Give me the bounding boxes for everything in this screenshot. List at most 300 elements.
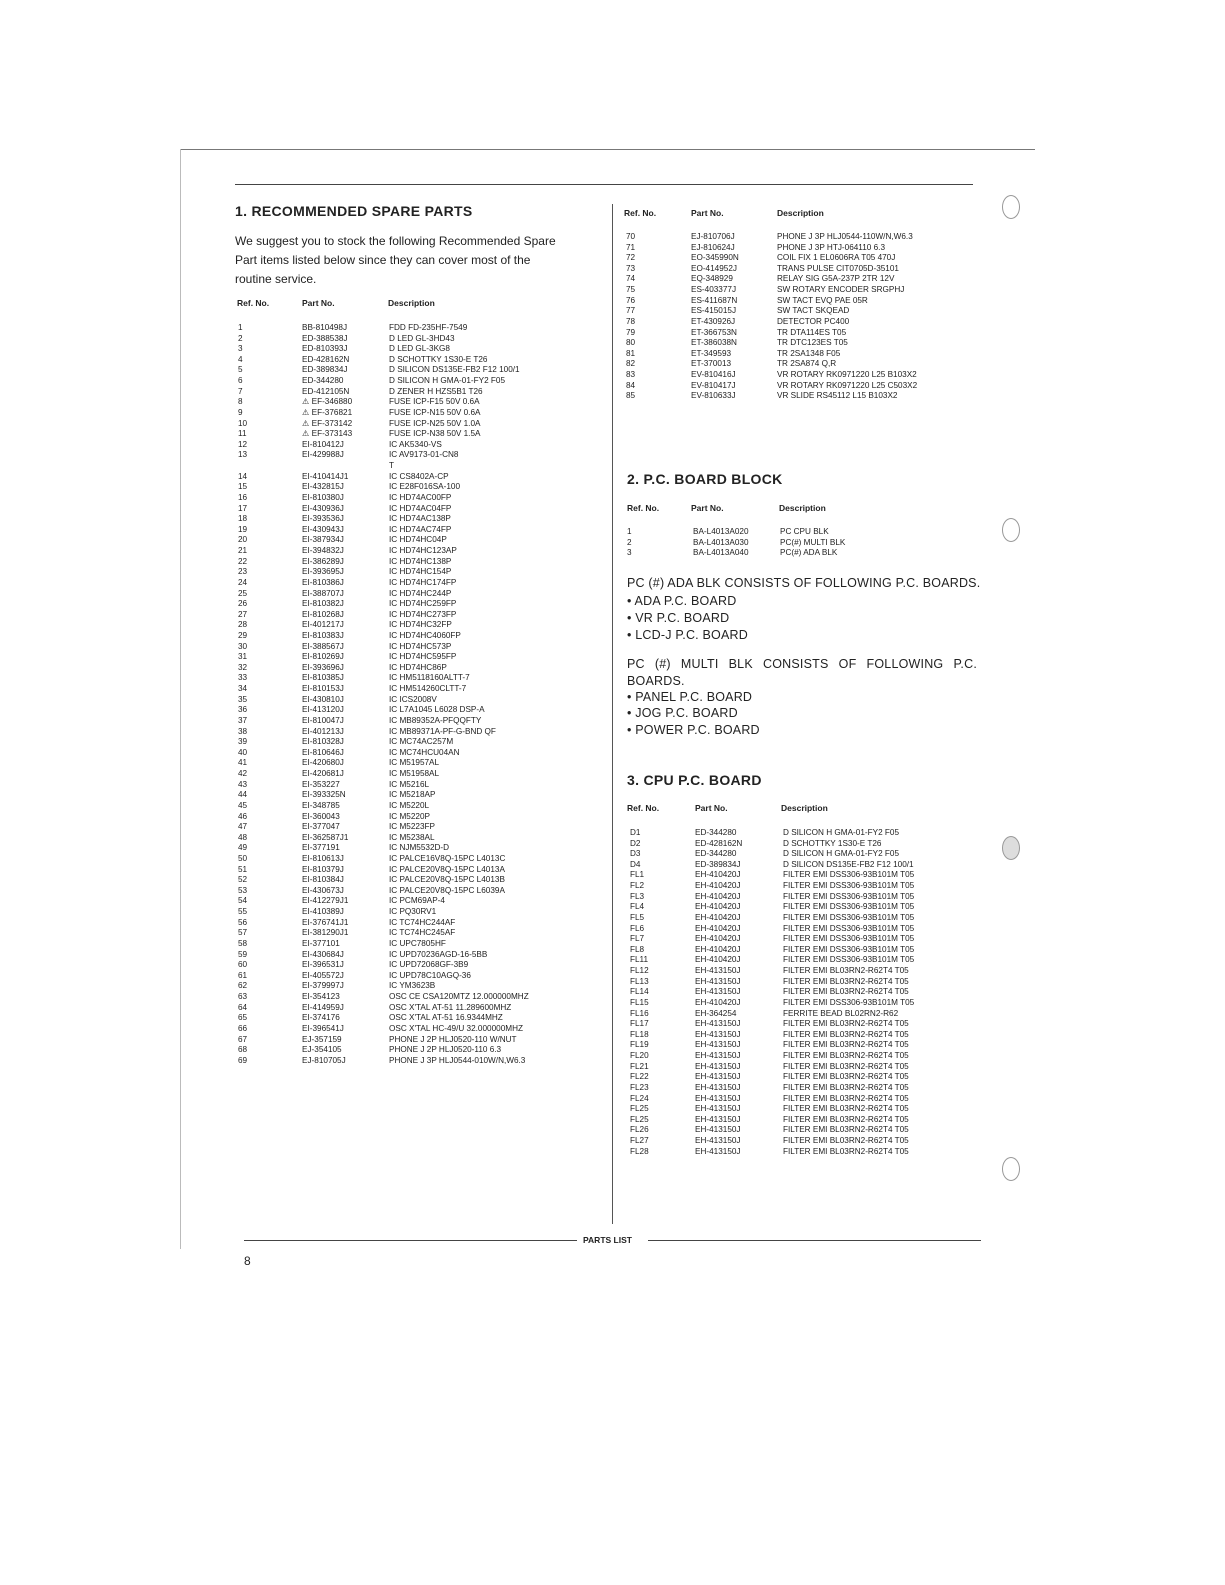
cell-desc: TR 2SA1348 F05 <box>777 348 841 358</box>
cell-desc: FILTER EMI DSS306-93B101M T05 <box>783 934 915 944</box>
cell-ref: 22 <box>238 556 248 566</box>
cell-desc: IC PCM69AP-4 <box>389 896 445 906</box>
cell-ref: 32 <box>238 662 248 672</box>
cell-ref: 61 <box>238 970 248 980</box>
cell-ref: FL23 <box>630 1082 649 1092</box>
cell-ref: FL25 <box>630 1114 649 1124</box>
cell-part: EI-393325N <box>302 790 346 800</box>
cell-part: EI-401213J <box>302 726 344 736</box>
cell-ref: 64 <box>238 1002 248 1012</box>
cell-ref: 20 <box>238 535 248 545</box>
cell-desc: D SILICON DS135E-FB2 F12 100/1 <box>389 365 520 375</box>
cell-part: EJ-810624J <box>691 242 735 252</box>
cell-part: EI-410414J1 <box>302 471 349 481</box>
cell-part: EI-393536J <box>302 514 344 524</box>
cell-part: EH-413150J <box>695 1051 741 1061</box>
header-rule <box>235 184 973 185</box>
cell-desc: IC HD74AC04FP <box>389 503 452 513</box>
cell-part: EH-410420J <box>695 870 741 880</box>
cell-part: EI-810153J <box>302 684 344 694</box>
cell-desc: FILTER EMI BL03RN2-R62T4 T05 <box>783 987 909 997</box>
cell-desc: FILTER EMI BL03RN2-R62T4 T05 <box>783 976 909 986</box>
cell-ref: 65 <box>238 1013 248 1023</box>
section-title-cpu-board: 3. CPU P.C. BOARD <box>627 772 762 788</box>
cell-part: ⚠ EF-373142 <box>302 418 353 428</box>
cell-ref: 53 <box>238 885 248 895</box>
cell-desc: FILTER EMI BL03RN2-R62T4 T05 <box>783 1114 909 1124</box>
cell-part: EI-396531J <box>302 960 344 970</box>
cell-ref: 3 <box>627 548 632 558</box>
cell-part: EH-413150J <box>695 1019 741 1029</box>
cell-part: EI-430684J <box>302 949 344 959</box>
cell-part: EI-377047 <box>302 822 340 832</box>
cell-ref: FL7 <box>630 934 645 944</box>
cell-desc: RELAY SIG G5A-237P 2TR 12V <box>777 274 895 284</box>
cell-desc: IC MC74HCU04AN <box>389 747 460 757</box>
cell-ref: FL2 <box>630 881 645 891</box>
cell-ref: 79 <box>626 327 636 337</box>
cell-desc: D SCHOTTKY 1S30-E T26 <box>783 838 882 848</box>
cell-ref: D3 <box>630 849 641 859</box>
cell-desc: FILTER EMI DSS306-93B101M T05 <box>783 997 915 1007</box>
cell-desc: D LED GL-3HD43 <box>389 333 455 343</box>
cell-desc: IC HD74HC123AP <box>389 546 457 556</box>
cell-desc: TRANS PULSE CIT0705D-35101 <box>777 263 899 273</box>
cell-desc: D LED GL-3KG8 <box>389 344 450 354</box>
cell-ref: FL18 <box>630 1029 649 1039</box>
cell-desc: FILTER EMI BL03RN2-R62T4 T05 <box>783 966 909 976</box>
cell-part: EI-381290J1 <box>302 928 349 938</box>
cell-part: EH-413150J <box>695 1082 741 1092</box>
top-scan-edge <box>180 149 1035 150</box>
cell-part: EH-410420J <box>695 934 741 944</box>
cell-desc: FUSE ICP-N25 50V 1.0A <box>389 418 481 428</box>
cell-part: EI-387934J <box>302 535 344 545</box>
cell-ref: 21 <box>238 546 248 556</box>
cell-desc: PHONE J 3P HTJ-064110 6.3 <box>777 242 886 252</box>
section-title-pcb-block: 2. P.C. BOARD BLOCK <box>627 471 783 487</box>
cell-ref: FL13 <box>630 976 649 986</box>
cell-desc: IC M51957AL <box>389 758 440 768</box>
cell-desc: IC MB89352A-PFQQFTY <box>389 715 482 725</box>
punch-hole <box>1002 518 1020 542</box>
cell-ref: FL19 <box>630 1040 649 1050</box>
cell-part: EI-810269J <box>302 652 344 662</box>
cell-desc: FILTER EMI BL03RN2-R62T4 T05 <box>783 1146 909 1156</box>
cell-part: BA-L4013A030 <box>693 537 749 547</box>
cell-desc: IC HD74HC595FP <box>389 652 457 662</box>
cell-ref: FL21 <box>630 1061 649 1071</box>
cell-ref: 52 <box>238 875 248 885</box>
cell-desc: IC L7A1045 L6028 DSP-A <box>389 705 485 715</box>
cell-ref: 34 <box>238 684 248 694</box>
cell-desc: FILTER EMI DSS306-93B101M T05 <box>783 870 915 880</box>
cell-desc: IC HD74HC573P <box>389 641 452 651</box>
cell-ref: 69 <box>238 1055 248 1065</box>
cell-part: EJ-810705J <box>302 1055 346 1065</box>
cell-desc: IC PALCE16V8Q-15PC L4013C <box>389 854 506 863</box>
cell-desc: SW TACT SKQEAD <box>777 306 850 316</box>
cell-desc: PHONE J 2P HLJ0520-110 6.3 <box>389 1045 502 1055</box>
cell-ref: 26 <box>238 599 248 609</box>
cell-part: EH-410420J <box>695 997 741 1007</box>
cell-part: EI-393696J <box>302 662 344 672</box>
cell-ref: FL8 <box>630 944 645 954</box>
cell-part: ED-389834J <box>302 365 348 375</box>
cell-desc: IC TC74HC245AF <box>389 928 456 938</box>
cell-part: EH-413150J <box>695 1093 741 1103</box>
intro-line: We suggest you to stock the following Recommended Spare <box>235 234 556 248</box>
cell-desc: IC HD74HC273FP <box>389 609 457 619</box>
cell-part: EJ-810706J <box>691 232 735 241</box>
cell-ref: 4 <box>238 354 243 364</box>
ada-item: • LCD-J P.C. BOARD <box>627 628 748 642</box>
cell-desc: FILTER EMI BL03RN2-R62T4 T05 <box>783 1135 909 1145</box>
cell-ref: 57 <box>238 928 248 938</box>
cell-desc: FILTER EMI BL03RN2-R62T4 T05 <box>783 1072 909 1082</box>
cell-desc: IC MC74AC257M <box>389 737 454 747</box>
cell-part: ES-403377J <box>691 285 737 295</box>
pcb-header-ref: Ref. No. <box>627 503 660 513</box>
cell-ref: 35 <box>238 694 248 704</box>
cell-ref: 28 <box>238 620 248 630</box>
cpu-header-desc: Description <box>781 803 828 813</box>
cell-ref: 54 <box>238 896 248 906</box>
cell-ref: 10 <box>238 418 248 428</box>
cell-part: EI-374176 <box>302 1013 340 1023</box>
cell-ref: 62 <box>238 981 248 991</box>
cell-desc: FUSE ICP-N38 50V 1.5A <box>389 429 481 439</box>
cell-desc: IC HM5118160ALTT-7 <box>389 673 470 683</box>
cell-part: ED-344280 <box>695 828 737 837</box>
cpu-header-ref: Ref. No. <box>627 803 660 813</box>
cell-ref: 37 <box>238 715 248 725</box>
cell-part: EH-413150J <box>695 987 741 997</box>
cell-desc: IC HD74HC138P <box>389 556 452 566</box>
cell-desc: COIL FIX 1 EL0606RA T05 470J <box>777 253 896 263</box>
cell-desc: VR ROTARY RK0971220 L25 B103X2 <box>777 370 917 380</box>
cell-part: EI-430673J <box>302 885 344 895</box>
cell-part: EJ-354105 <box>302 1045 342 1055</box>
cell-ref: 71 <box>626 242 636 252</box>
cell-desc: IC UPC7805HF <box>389 938 446 948</box>
cell-ref: 60 <box>238 960 248 970</box>
cell-desc: IC PQ30RV1 <box>389 907 437 917</box>
cell-part: EH-364254 <box>695 1008 737 1018</box>
col-header-ref-right: Ref. No. <box>624 208 657 218</box>
cell-ref: 63 <box>238 992 248 1002</box>
cell-part: EI-362587J1 <box>302 832 349 842</box>
cell-part: EI-388707J <box>302 588 344 598</box>
cell-desc: IC HD74AC00FP <box>389 492 452 502</box>
cell-desc: D SILICON DS135E-FB2 F12 100/1 <box>783 859 914 869</box>
cell-desc: IC HD74AC138P <box>389 514 451 524</box>
cell-desc: FILTER EMI DSS306-93B101M T05 <box>783 902 915 912</box>
intro-line: routine service. <box>235 272 317 286</box>
multi-note-line2: BOARDS. <box>627 674 685 688</box>
cell-part: EH-413150J <box>695 1104 741 1114</box>
cell-ref: 12 <box>238 439 248 449</box>
cell-desc: FILTER EMI BL03RN2-R62T4 T05 <box>783 1125 909 1135</box>
cell-desc: IC HD74HC04P <box>389 535 447 545</box>
cell-ref: 3 <box>238 344 243 354</box>
cell-part: EI-430936J <box>302 503 344 513</box>
cell-part: ED-388538J <box>302 333 348 343</box>
cell-desc: IC ICS2008V <box>389 694 437 704</box>
cell-desc: D SILICON H GMA-01-FY2 F05 <box>783 828 900 837</box>
section-title-spare-parts: 1. RECOMMENDED SPARE PARTS <box>235 203 473 219</box>
cell-part: EI-430943J <box>302 524 344 534</box>
cell-ref: 58 <box>238 938 248 948</box>
cell-ref: 25 <box>238 588 248 598</box>
cell-desc: IC M5223FP <box>389 822 435 832</box>
cell-part: ET-370013 <box>691 359 732 369</box>
cell-ref: 56 <box>238 917 248 927</box>
cell-part: EI-810386J <box>302 577 344 587</box>
cell-part: EH-410420J <box>695 923 741 933</box>
cell-desc: PHONE J 3P HLJ0544-010W/N,W6.3 <box>389 1055 526 1065</box>
cell-part: BA-L4013A040 <box>693 548 749 558</box>
cell-part: ED-344280 <box>302 376 344 386</box>
cell-part: EH-413150J <box>695 1072 741 1082</box>
cell-ref: FL17 <box>630 1019 649 1029</box>
cell-desc: IC NJM5532D-D <box>389 843 450 853</box>
cell-ref: 70 <box>626 232 636 241</box>
cell-desc: OSC X'TAL AT-51 11.289600MHZ <box>389 1002 512 1012</box>
cell-desc: IC AV9173-01-CN8 <box>389 450 459 460</box>
cell-desc: SW TACT EVQ PAE 05R <box>777 295 868 305</box>
multi-item: • POWER P.C. BOARD <box>627 723 760 737</box>
cell-part: EI-810412J <box>302 439 344 449</box>
cell-part: ET-366753N <box>691 327 737 337</box>
cell-part: EI-412279J1 <box>302 896 349 906</box>
cell-desc: IC CS8402A-CP <box>389 471 449 481</box>
cell-desc: PC(#) MULTI BLK <box>780 537 846 547</box>
footer-rule-right <box>648 1240 981 1241</box>
cell-desc: IC M5220P <box>389 811 430 821</box>
pcb-header-desc: Description <box>779 503 826 513</box>
cell-desc: FERRITE BEAD BL02RN2-R62 <box>783 1008 899 1018</box>
cell-desc: IC UPD70236AGD-16-5BB <box>389 949 488 959</box>
cell-desc: IC HD74AC74FP <box>389 524 452 534</box>
cell-part: EI-429988J <box>302 450 344 460</box>
cell-ref: FL28 <box>630 1146 649 1156</box>
cell-desc: IC YM3623B <box>389 981 436 991</box>
cell-part: ED-344280 <box>695 849 737 859</box>
cell-ref: 9 <box>238 407 243 417</box>
cell-part: EI-810380J <box>302 492 344 502</box>
intro-paragraph <box>235 232 584 289</box>
cell-desc: D SILICON H GMA-01-FY2 F05 <box>783 849 900 859</box>
cell-part: EI-376741J1 <box>302 917 349 927</box>
cell-part: ⚠ EF-346880 <box>302 397 353 407</box>
cell-part: EH-413150J <box>695 1040 741 1050</box>
cell-desc: FILTER EMI DSS306-93B101M T05 <box>783 881 915 891</box>
cell-part: EV-810416J <box>691 370 736 380</box>
cell-part: EI-810385J <box>302 673 344 683</box>
cell-ref: 82 <box>626 359 636 369</box>
cell-ref: 38 <box>238 726 248 736</box>
cell-desc: D ZENER H HZS5B1 T26 <box>389 386 483 396</box>
cell-ref: FL26 <box>630 1125 649 1135</box>
cell-ref: 84 <box>626 380 636 390</box>
cell-part: EH-410420J <box>695 891 741 901</box>
cell-desc: TR 2SA874 Q,R <box>777 359 837 369</box>
cell-ref: 18 <box>238 514 248 524</box>
cell-desc: FILTER EMI BL03RN2-R62T4 T05 <box>783 1104 909 1114</box>
cell-ref: 45 <box>238 800 248 810</box>
cell-ref: D2 <box>630 838 641 848</box>
cell-ref: 74 <box>626 274 636 284</box>
cell-ref: 40 <box>238 747 248 757</box>
cell-ref: 73 <box>626 263 636 273</box>
cell-ref: 46 <box>238 811 248 821</box>
cell-part: EI-401217J <box>302 620 344 630</box>
cell-ref: 50 <box>238 854 248 863</box>
cell-desc: FILTER EMI DSS306-93B101M T05 <box>783 912 915 922</box>
cell-desc: OSC CE CSA120MTZ 12.000000MHZ <box>389 992 529 1002</box>
cell-desc: IC HD74HC32FP <box>389 620 452 630</box>
cell-ref: 66 <box>238 1023 248 1033</box>
cell-part: EI-810328J <box>302 737 344 747</box>
cell-part: EI-810383J <box>302 630 344 640</box>
cell-desc: IC PALCE20V8Q-15PC L4013B <box>389 875 505 885</box>
cell-part: EI-430810J <box>302 694 344 704</box>
cell-desc: VR SLIDE RS45112 L15 B103X2 <box>777 391 898 401</box>
col-header-part: Part No. <box>302 298 335 308</box>
ada-item: • VR P.C. BOARD <box>627 611 730 625</box>
cell-desc: IC M5216L <box>389 779 430 789</box>
cell-desc: IC M5238AL <box>389 832 435 842</box>
cell-part: ET-349593 <box>691 348 732 358</box>
cell-ref: 1 <box>238 323 243 332</box>
cell-desc: PC(#) ADA BLK <box>780 548 838 558</box>
cell-part: EI-420681J <box>302 769 344 779</box>
cell-desc: IC PALCE20V8Q-15PC L6039A <box>389 885 505 895</box>
cell-part: EI-405572J <box>302 970 344 980</box>
cell-ref: 30 <box>238 641 248 651</box>
pcb-header-part: Part No. <box>691 503 724 513</box>
cell-ref: 48 <box>238 832 248 842</box>
col-header-part-right: Part No. <box>691 208 724 218</box>
cell-ref: 27 <box>238 609 248 619</box>
cell-ref: 80 <box>626 338 636 348</box>
cell-part: ED-428162N <box>695 838 743 848</box>
cell-part: EI-379997J <box>302 981 344 991</box>
cell-desc: FUSE ICP-F15 50V 0.6A <box>389 397 480 407</box>
cell-ref: 83 <box>626 370 636 380</box>
cell-part: EH-413150J <box>695 1061 741 1071</box>
cell-part: EI-413120J <box>302 705 344 715</box>
cell-desc: IC HD74HC154P <box>389 567 452 577</box>
cell-desc: IC PALCE20V8Q-15PC L4013A <box>389 864 505 874</box>
cell-ref: 51 <box>238 864 248 874</box>
cell-ref: 2 <box>238 333 243 343</box>
cell-desc: IC UPD78C10AGQ-36 <box>389 970 471 980</box>
cell-part: ED-389834J <box>695 859 741 869</box>
cell-part: EH-410420J <box>695 912 741 922</box>
cell-ref: 2 <box>627 537 632 547</box>
cell-desc: FILTER EMI DSS306-93B101M T05 <box>783 891 915 901</box>
cell-desc: IC HD74HC4060FP <box>389 630 461 640</box>
cell-desc: IC HD74HC259FP <box>389 599 457 609</box>
cell-ref: 7 <box>238 386 243 396</box>
cell-ref: 68 <box>238 1045 248 1055</box>
cell-part: EI-810613J <box>302 854 344 863</box>
cell-part: ED-810393J <box>302 344 348 354</box>
cell-part: EI-348785 <box>302 800 340 810</box>
cell-part: EH-413150J <box>695 1114 741 1124</box>
cpu-header-part: Part No. <box>695 803 728 813</box>
cell-ref: 78 <box>626 316 636 326</box>
cell-part: EH-413150J <box>695 1146 741 1156</box>
cell-part: EI-360043 <box>302 811 340 821</box>
cell-desc: FILTER EMI BL03RN2-R62T4 T05 <box>783 1040 909 1050</box>
cell-part: EH-410420J <box>695 955 741 965</box>
cell-ref: FL11 <box>630 955 649 965</box>
cell-ref: 72 <box>626 253 636 263</box>
cell-ref: 36 <box>238 705 248 715</box>
cell-desc: FILTER EMI BL03RN2-R62T4 T05 <box>783 1093 909 1103</box>
cell-ref: 11 <box>238 429 247 439</box>
punch-hole <box>1002 195 1020 219</box>
cell-part: EI-410389J <box>302 907 344 917</box>
cell-desc: IC HD74HC244P <box>389 588 452 598</box>
cell-part: EI-396541J <box>302 1023 344 1033</box>
cell-ref: 76 <box>626 295 636 305</box>
cell-part: EI-810379J <box>302 864 344 874</box>
cell-ref: 81 <box>626 348 636 358</box>
cell-part: ED-428162N <box>302 354 350 364</box>
ada-item: • ADA P.C. BOARD <box>627 594 737 608</box>
cell-part: BB-810498J <box>302 323 348 332</box>
column-divider <box>612 204 613 1224</box>
cell-desc: FUSE ICP-N15 50V 0.6A <box>389 407 481 417</box>
punch-hole <box>1002 1157 1020 1181</box>
cell-desc: IC M5220L <box>389 800 430 810</box>
cell-part: EV-810633J <box>691 391 736 401</box>
cell-part: EI-354123 <box>302 992 340 1002</box>
footer-label: PARTS LIST <box>583 1235 632 1245</box>
cell-desc: FILTER EMI BL03RN2-R62T4 T05 <box>783 1061 909 1071</box>
cell-desc: DETECTOR PC400 <box>777 316 850 326</box>
cell-part: EQ-348929 <box>691 274 733 284</box>
cell-desc: T <box>389 461 395 471</box>
cell-part: EH-413150J <box>695 976 741 986</box>
cell-part: EI-393695J <box>302 567 344 577</box>
cell-ref: 24 <box>238 577 248 587</box>
cell-ref: 41 <box>238 758 248 768</box>
cell-part: ET-386038N <box>691 338 737 348</box>
intro-line: Part items listed below since they can cover most of the <box>235 253 531 267</box>
cell-desc: FILTER EMI DSS306-93B101M T05 <box>783 923 915 933</box>
cell-ref: 19 <box>238 524 248 534</box>
cell-ref: 44 <box>238 790 248 800</box>
cell-ref: 31 <box>238 652 248 662</box>
cell-part: EI-432815J <box>302 482 344 492</box>
cell-ref: D4 <box>630 859 641 869</box>
multi-item: • JOG P.C. BOARD <box>627 706 738 720</box>
cell-ref: 13 <box>238 450 248 460</box>
cell-desc: PHONE J 2P HLJ0520-110 W/NUT <box>389 1034 517 1044</box>
page-number: 8 <box>244 1254 251 1268</box>
multi-item: • PANEL P.C. BOARD <box>627 690 753 704</box>
cell-part: EI-377101 <box>302 938 340 948</box>
cell-part: EI-810268J <box>302 609 344 619</box>
cell-desc: OSC X'TAL HC-49/U 32.000000MHZ <box>389 1023 523 1033</box>
cell-part: EI-394832J <box>302 546 344 556</box>
cell-desc: D SCHOTTKY 1S30-E T26 <box>389 354 488 364</box>
